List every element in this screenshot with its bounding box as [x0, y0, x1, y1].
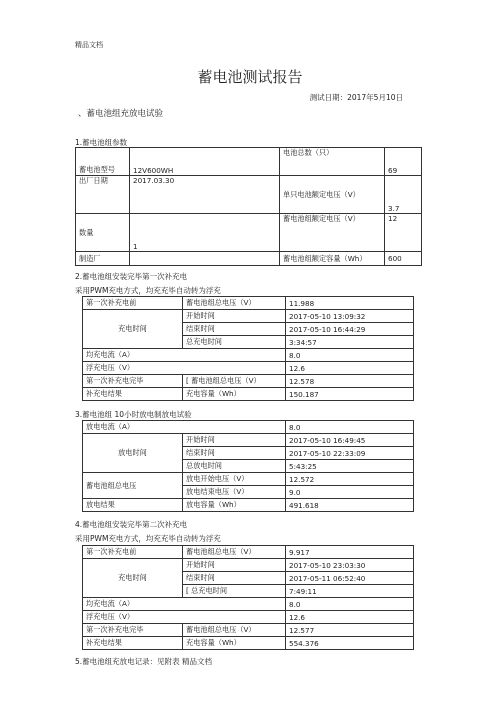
total-v-value: 9.917 [286, 546, 414, 559]
end-value: 2017-05-11 06:52:40 [286, 572, 414, 585]
date-label: 出厂日期 [76, 176, 130, 214]
start-value: 2017-05-10 13:09:32 [286, 310, 414, 323]
discharge-table [82, 420, 414, 512]
group-total-v-label: 蓄电池组总电压 [83, 473, 183, 499]
charge1-table [82, 296, 414, 401]
before-label: 第一次补充电前 [83, 546, 183, 559]
end-v-value: 9.0 [286, 486, 414, 499]
cell-voltage-value: 3.7 [385, 176, 422, 214]
start-v-label: 放电开始电压（V） [183, 473, 286, 486]
start-value: 2017-05-10 16:49:45 [286, 434, 414, 447]
end-label: 结束时间 [183, 447, 286, 460]
duration-value: 7:49:11 [286, 585, 414, 598]
duration-value: 5:43:25 [286, 460, 414, 473]
maker-label: 制造厂 [76, 252, 130, 266]
after-v-value: 12.577 [286, 624, 414, 637]
end-label: 结束时间 [183, 572, 286, 585]
capacity-label: 充电容量（Wh） [183, 388, 286, 401]
end-v-label: 放电结束电压（V） [183, 486, 286, 499]
charge1-mode: 采用PWM充电方式，均充充毕自动转为浮充 [75, 286, 221, 295]
duration-value: 3:34:57 [286, 336, 414, 349]
discharge-time-label: 放电时间 [83, 434, 183, 473]
duration-label: 总充电时间 [183, 336, 286, 349]
total-v-label: 蓄电池组总电压（V） [183, 297, 286, 310]
footer-note: 5.蓄电池组充放电记录：见附表 精品文档 [75, 657, 213, 666]
charge-time-label: 充电时间 [83, 310, 183, 349]
qty-value: 1 [130, 214, 280, 252]
total-count-value: 69 [385, 148, 422, 176]
after-v-label: [ 蓄电池组总电压（V） [183, 375, 286, 388]
total-v-label: 蓄电池组总电压（V） [183, 546, 286, 559]
start-value: 2017-05-10 23:03:30 [286, 559, 414, 572]
start-label: 开始时间 [183, 559, 286, 572]
model-label: 蓄电池型号 [76, 148, 130, 176]
float-v-value: 12.6 [286, 362, 414, 375]
cell-voltage-label: 单只电池额定电压（V） [280, 176, 385, 214]
duration-label: 总放电时间 [183, 460, 286, 473]
maker-value [130, 252, 280, 266]
end-value: 2017-05-10 16:44:29 [286, 323, 414, 336]
start-label: 开始时间 [183, 310, 286, 323]
after-label: 第一次补充电完毕 [83, 624, 183, 637]
start-v-value: 12.572 [286, 473, 414, 486]
discharge-heading: 3.蓄电池组 10小时放电制放电试验 [75, 410, 192, 419]
section-title: 、蓄电池组充放电试验 [78, 109, 164, 119]
charge-time-label: 充电时间 [83, 559, 183, 598]
discharge-current-value: 8.0 [286, 421, 414, 434]
after-v-value: 12.578 [286, 375, 414, 388]
discharge-current-label: 放电电流（A） [83, 421, 286, 434]
test-date: 测试日期：2017年5月10日 [309, 93, 403, 102]
capacity-value: 150.187 [286, 388, 414, 401]
capacity-value: 554.376 [286, 637, 414, 650]
model-value: 12V600WH [130, 148, 280, 176]
charge2-mode: 采用PWM充电方式，均充充毕自动转为浮充 [75, 534, 221, 543]
result-label: 补充电结果 [83, 388, 183, 401]
capacity-label: 放电容量（Wh） [183, 499, 286, 512]
total-count-label: 电池总数（只） [280, 148, 385, 176]
result-label: 补充电结果 [83, 637, 183, 650]
before-label: 第一次补充电前 [83, 297, 183, 310]
eq-current-label: 均充电流（A） [83, 598, 286, 611]
qty-label: 数量 [76, 214, 130, 252]
group-capacity-label: 蓄电池组额定容量（Wh） [280, 252, 385, 266]
page-title: 蓄电池测试报告 [197, 68, 303, 86]
group-voltage-value: 12 [385, 214, 422, 252]
params-heading: 1.蓄电池组参数 [75, 138, 128, 147]
capacity-label: 充电容量（Wh） [183, 637, 286, 650]
params-table-body [75, 147, 422, 266]
eq-current-value: 8.0 [286, 598, 414, 611]
end-label: 结束时间 [183, 323, 286, 336]
float-v-label: 浮充电压（V） [83, 611, 286, 624]
eq-current-value: 8.0 [286, 349, 414, 362]
charge1-heading: 2.蓄电池组安装完毕第一次补充电 [75, 272, 188, 281]
after-label: 第一次补充电完毕 [83, 375, 183, 388]
charge2-table [82, 545, 414, 650]
total-v-value: 11.988 [286, 297, 414, 310]
result-label: 放电结果 [83, 499, 183, 512]
float-v-label: 浮充电压（V） [83, 362, 286, 375]
capacity-value: 491.618 [286, 499, 414, 512]
end-value: 2017-05-10 22:33:09 [286, 447, 414, 460]
eq-current-label: 均充电流（A） [83, 349, 286, 362]
header-note: 精品文档 [75, 41, 103, 49]
after-v-label: 蓄电池组总电压（V） [183, 624, 286, 637]
float-v-value: 12.6 [286, 611, 414, 624]
group-voltage-label: 蓄电池组额定电压（V） [280, 214, 385, 252]
duration-label: [ 总充电时间 [183, 585, 286, 598]
start-label: 开始时间 [183, 434, 286, 447]
charge2-heading: 4.蓄电池组安装完毕第二次补充电 [75, 520, 188, 529]
group-capacity-value: 600 [385, 252, 422, 266]
date-value: 2017.03.30 [130, 176, 280, 214]
